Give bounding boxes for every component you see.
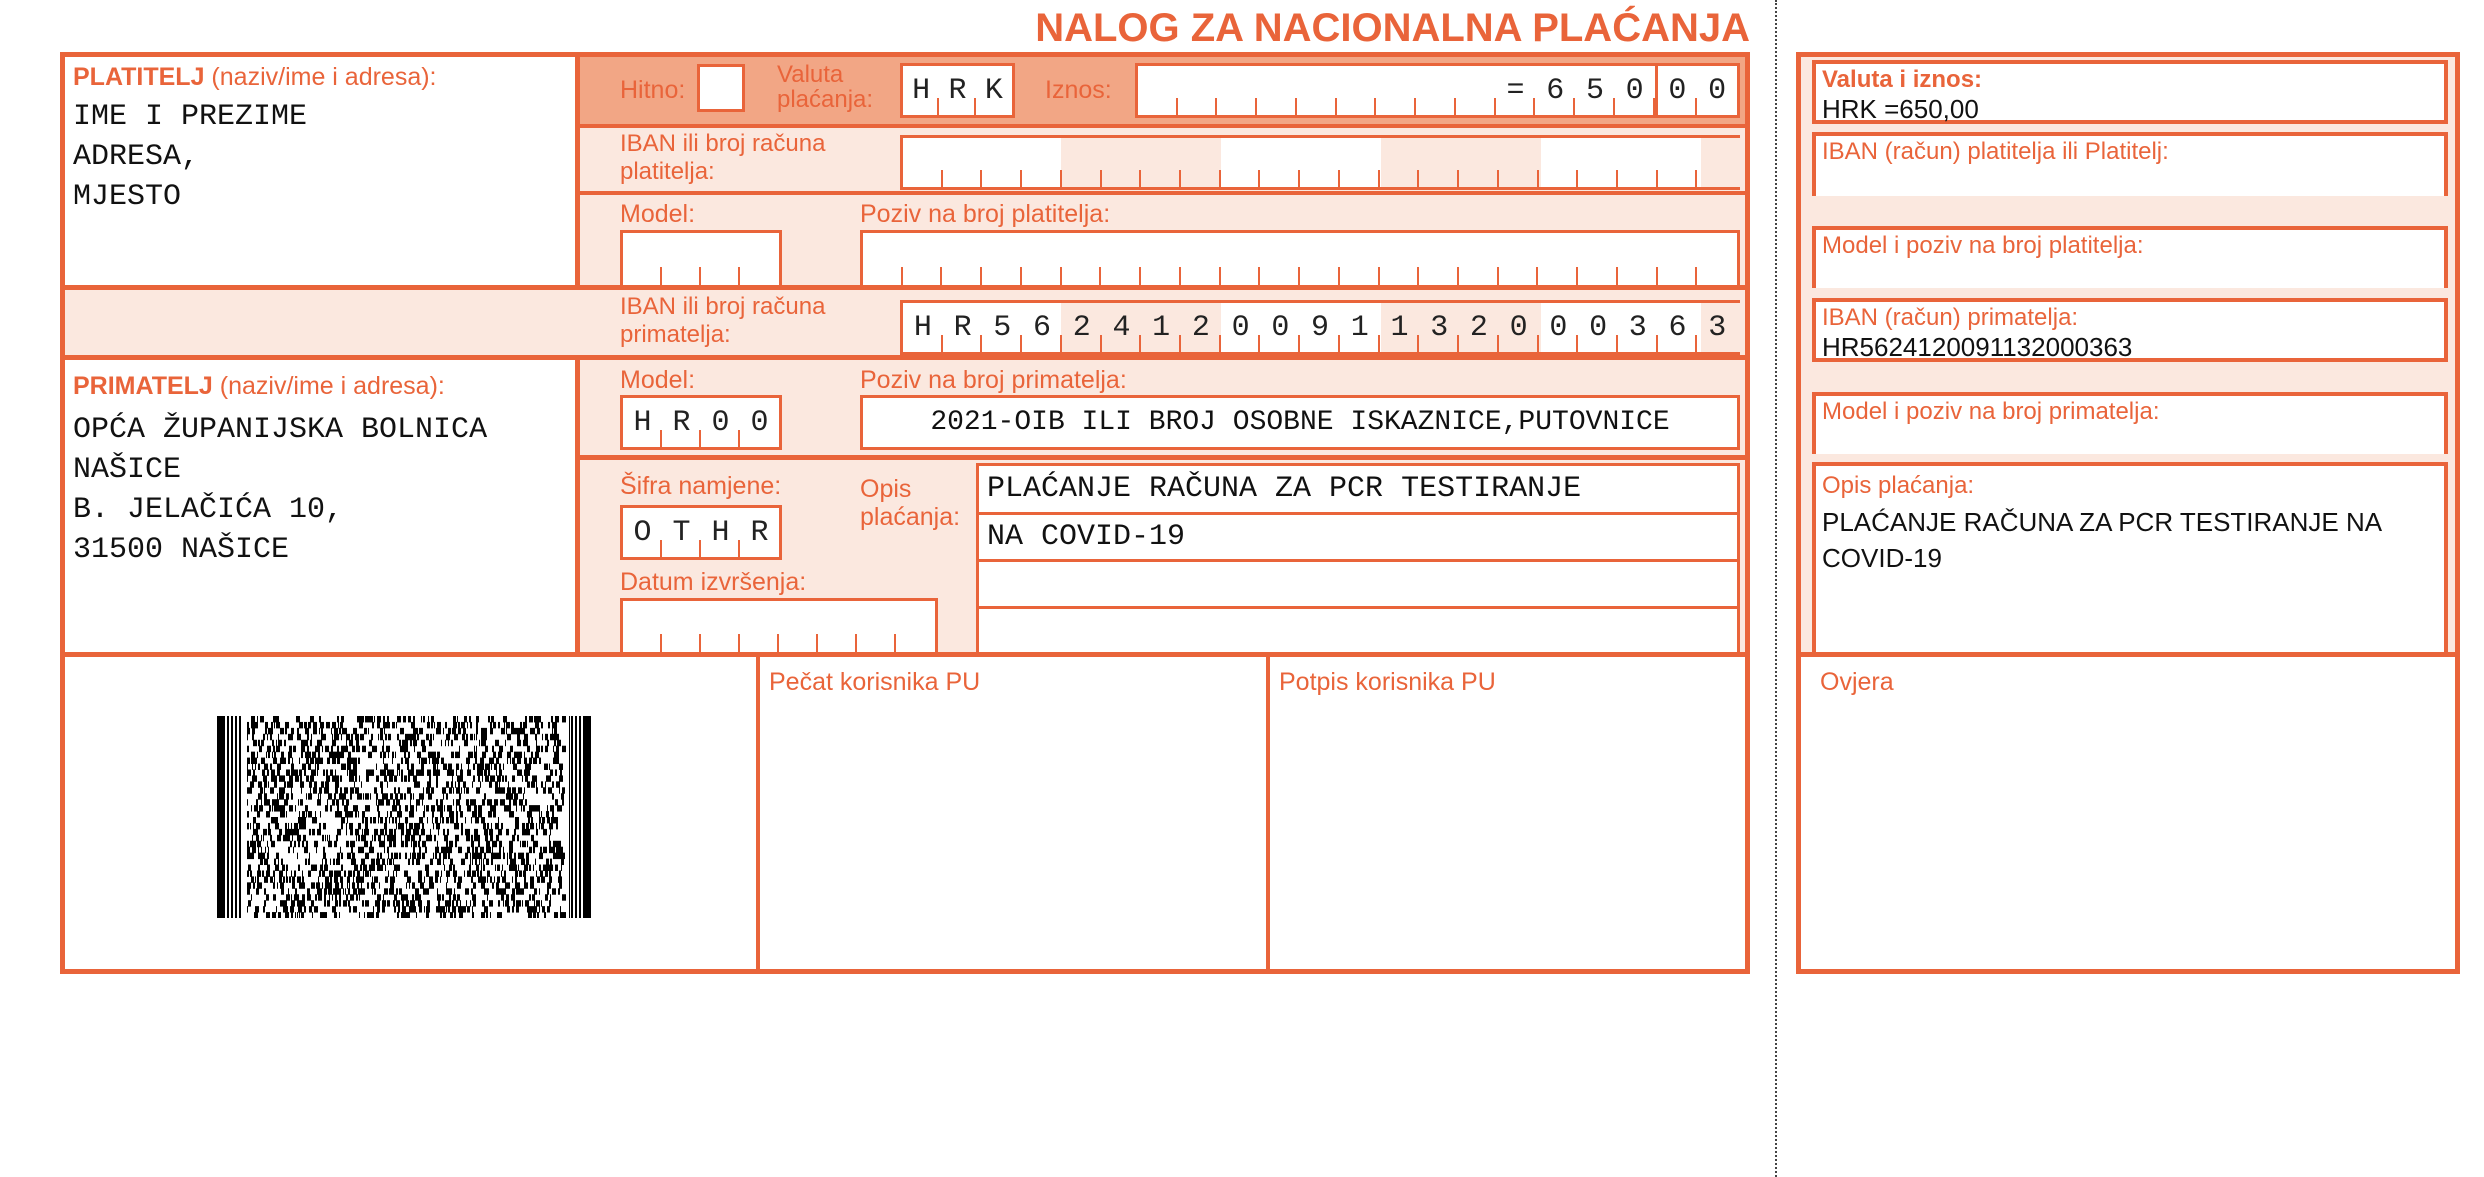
recipient-label: PRIMATELJ (naziv/ime i adresa): [73, 372, 445, 400]
receipt-gap [1812, 196, 2448, 221]
recipient-iban-label: IBAN ili broj računa primatelja: [620, 293, 826, 348]
purpose-desc-label: Opis plaćanja: [860, 475, 961, 531]
payer-ref-label: Poziv na broj platitelja: [860, 200, 1111, 228]
divider [1796, 652, 2460, 657]
divider [60, 652, 1750, 657]
barcode-image [217, 716, 593, 918]
purpose-code-label: Šifra namjene: [620, 472, 782, 500]
recipient-line: OPĆA ŽUPANIJSKA BOLNICA [73, 413, 488, 447]
desc-line: NA COVID-19 [979, 515, 1737, 562]
recipient-ref-label: Poziv na broj primatelja: [860, 366, 1127, 394]
payer-line: IME I PREZIME [73, 100, 308, 134]
recipient-model-label: Model: [620, 366, 696, 394]
desc-line: PLAĆANJE RAČUNA ZA PCR TESTIRANJE [979, 466, 1737, 515]
desc-line [979, 609, 1737, 653]
purpose-code-field[interactable]: O T H R [620, 505, 782, 560]
amount-label: Iznos: [1045, 76, 1112, 104]
urgent-label: Hitno: [620, 76, 686, 104]
form-title: NALOG ZA NACIONALNA PLAĆANJA [1035, 6, 1750, 50]
payer-label: PLATITELJ (naziv/ime i adresa): [73, 63, 437, 91]
payer-line: MJESTO [73, 180, 182, 214]
stamp-label: Pečat korisnika PU [769, 668, 981, 696]
recipient-address [73, 410, 487, 570]
purpose-desc-field[interactable] [976, 463, 1740, 652]
payer-model-field[interactable] [620, 230, 782, 285]
recipient-line: NAŠICE [73, 453, 182, 487]
amount-field[interactable]: = 6 5 0 0 0 [1135, 63, 1740, 118]
receipt-recipient-ref-box: Model i poziv na broj primatelja: [1812, 392, 2448, 454]
receipt-payer-iban-box: IBAN (račun) platitelja ili Platitelj: [1812, 132, 2448, 196]
receipt-recipient-iban-value: HR5624120091132000363 [1822, 332, 2133, 362]
currency-label: Valuta plaćanja: [777, 61, 874, 113]
recipient-line: B. JELAČIĆA 10, [73, 493, 344, 527]
currency-field[interactable]: H R K [900, 63, 1015, 118]
payer-line: ADRESA, [73, 140, 200, 174]
receipt-desc-box: Opis plaćanja: PLAĆANJE RAČUNA ZA PCR TESTIRANJE NA COVID-19 [1812, 462, 2448, 655]
receipt-desc-value: PLAĆANJE RAČUNA ZA PCR TESTIRANJE NA COVID-19 [1822, 507, 2381, 573]
execution-date-label: Datum izvršenja: [620, 568, 807, 596]
recipient-box [65, 360, 575, 652]
desc-line [979, 562, 1737, 609]
payer-ref-field[interactable] [860, 230, 1740, 285]
payer-iban-label: IBAN ili broj računa platitelja: [620, 130, 826, 185]
payer-model-label: Model: [620, 200, 696, 228]
payer-box [65, 57, 575, 285]
divider [756, 652, 760, 974]
receipt-verify-label: Ovjera [1820, 668, 1894, 696]
recipient-line: 31500 NAŠICE [73, 533, 290, 567]
receipt-amount-value: HRK =650,00 [1822, 94, 1979, 124]
payer-iban-field[interactable] [900, 135, 1740, 190]
divider [1266, 652, 1270, 974]
execution-date-field[interactable] [620, 598, 938, 652]
urgent-checkbox[interactable] [697, 64, 745, 112]
receipt-recipient-iban-box: IBAN (račun) primatelja: HR5624120091132000363 [1812, 298, 2448, 362]
signature-label: Potpis korisnika PU [1279, 668, 1496, 696]
recipient-iban-field[interactable]: H R 5 6 2 4 1 2 0 0 9 1 1 3 2 0 0 0 3 6 3 [900, 300, 1740, 355]
receipt-amount-box: Valuta i iznos: HRK =650,00 [1812, 60, 2448, 124]
recipient-model-field[interactable]: H R 0 0 [620, 395, 782, 450]
cut-line [1775, 0, 1777, 1177]
receipt-payer-ref-box: Model i poziv na broj platitelja: [1812, 226, 2448, 288]
payer-address [73, 97, 307, 217]
recipient-ref-field[interactable]: 2021-OIB ILI BROJ OSOBNE ISKAZNICE,PUTOVNICE [860, 395, 1740, 450]
